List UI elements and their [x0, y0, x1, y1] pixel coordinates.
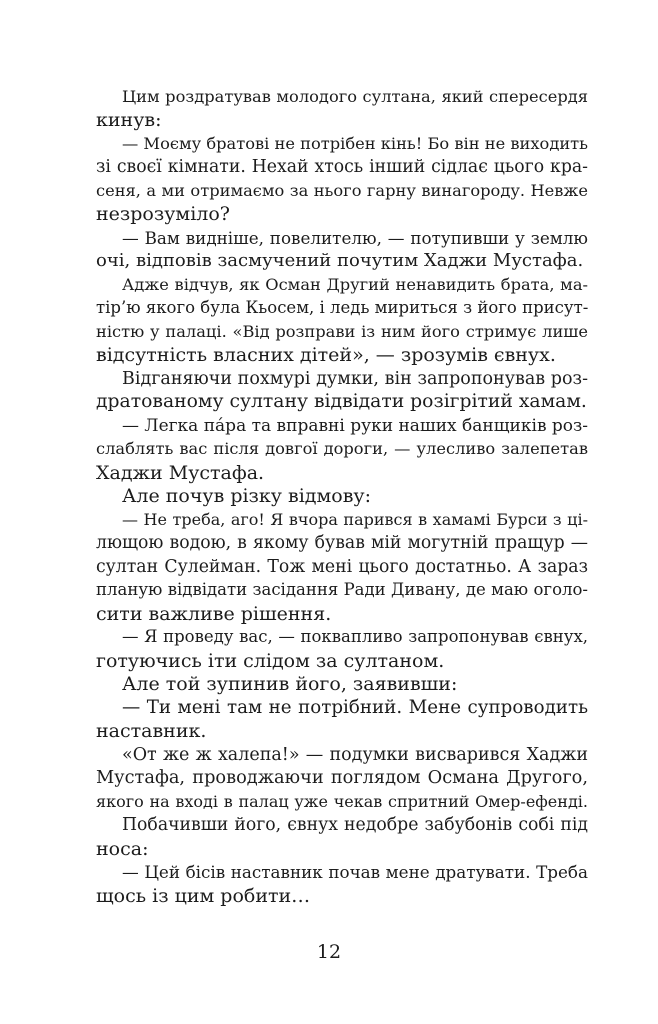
text-line: Мустафа, проводжаючи поглядом Османа Другого,: [96, 768, 588, 788]
text-line: ністю у палаці. «Від розправи із ним його стримує лише: [96, 322, 588, 341]
text-line: — Цей бісів наставник почав мене дратувати. Треба: [122, 862, 588, 882]
text-line: дратованому султану відвідати розігрітий хамам.: [96, 391, 587, 412]
text-line: султан Сулейман. Тож мені цього достатньо. А зараз: [96, 557, 588, 577]
text-line: — Я проведу вас, — поквапливо запропонував євнух,: [122, 627, 588, 646]
text-line: носа:: [96, 838, 149, 860]
text-line: лющою водою, в якому бував мій могутній пращур —: [96, 533, 588, 553]
text-line: — Легка пáра та вправні руки наших банщиків роз-: [122, 416, 589, 436]
text-line: планую відвідати засідання Ради Дивану, де маю оголо-: [96, 580, 588, 599]
text-line: щось із цим робити…: [96, 885, 311, 907]
text-line: незрозуміло?: [96, 203, 230, 225]
text-line: якого на вході в палац уже чекав спритний Омер-ефенді.: [96, 792, 588, 811]
text-line: тір’ю якого була Кьосем, і ледь мириться з його присут-: [96, 298, 589, 317]
text-line: очі, відповів засмучений почутим Хаджи Мустафа.: [96, 250, 584, 271]
text-line: готуючись іти слідом за султаном.: [96, 650, 445, 672]
text-line: — Моєму братові не потрібен кінь! Бо він не виходить: [122, 134, 588, 153]
text-line: зі своєї кімнати. Нехай хтось інший сідлає цього кра-: [96, 157, 588, 177]
text-line: Адже відчув, як Осман Другий ненавидить брата, ма-: [122, 275, 588, 294]
text-line: сеня, а ми отримаємо за нього гарну винагороду. Невже: [96, 181, 588, 200]
text-line: відсутність власних дітей», — зрозумів євнух.: [96, 344, 556, 366]
text-line: слаблять вас після довгої дороги, — улесливо залепетав: [96, 439, 588, 458]
text-line: Але той зупинив його, заявивши:: [122, 673, 458, 695]
text-line: Хаджи Мустафа.: [96, 462, 265, 484]
text-line: «От же ж халепа!» — подумки висварився Хаджи: [122, 745, 588, 765]
text-line: кинув:: [96, 109, 162, 131]
text-line: наставник.: [96, 720, 207, 742]
text-line: Побачивши його, євнух недобре забубонів собі під: [122, 815, 588, 835]
text-line: — Не треба, аго! Я вчора парився в хамамі Бурси з ці-: [122, 510, 588, 529]
text-line: Цим роздратував молодого султана, який спересердя: [122, 87, 588, 106]
text-line: — Вам видніше, повелителю, — потупивши у землю: [122, 228, 588, 248]
text-line: — Ти мені там не потрібний. Мене супроводить: [122, 697, 588, 718]
page-number: 12: [316, 941, 342, 963]
text-line: Відганяючи похмурі думки, він запропонував роз-: [122, 369, 588, 389]
text-line: сити важливе рішення.: [96, 603, 332, 625]
text-line: Але почув різку відмову:: [122, 485, 371, 507]
